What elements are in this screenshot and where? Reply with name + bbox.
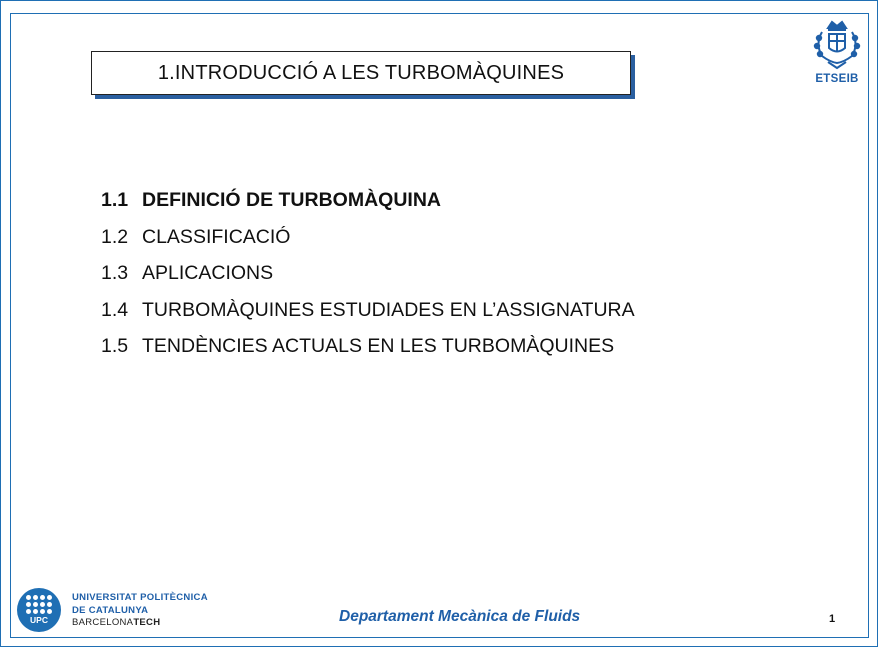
- toc-item: [101, 295, 635, 332]
- toc-item-number: 1.3: [101, 262, 129, 285]
- table-of-contents: [101, 185, 635, 368]
- upc-logo-icon: [17, 588, 61, 632]
- toc-item: [101, 185, 635, 222]
- university-name-line3: [72, 617, 208, 630]
- page-number: 1: [829, 613, 836, 625]
- toc-item-label: TENDÈNCIES ACTUALS EN LES TURBOMÀQUINES: [142, 335, 615, 358]
- toc-item: [101, 222, 635, 259]
- toc-item-label: TURBOMÀQUINES ESTUDIADES EN L’ASSIGNATURA: [142, 298, 635, 321]
- slide-title: 1.INTRODUCCIÓ A LES TURBOMÀQUINES: [157, 61, 565, 84]
- university-name: [72, 592, 208, 630]
- etseib-logo: [808, 18, 866, 88]
- university-name-line2: DE CATALUNYA: [72, 604, 149, 616]
- toc-item-number: 1.4: [101, 298, 129, 321]
- slide-title-box: [91, 51, 631, 95]
- toc-item-number: 1.1: [101, 189, 129, 211]
- university-city: BARCELONA: [72, 617, 134, 628]
- toc-item-number: 1.2: [101, 225, 129, 248]
- etseib-crest-icon: [808, 18, 866, 73]
- etseib-label: ETSEIB: [815, 73, 859, 85]
- university-tech: TECH: [133, 617, 161, 628]
- toc-item-label: CLASSIFICACIÓ: [142, 225, 291, 248]
- department-name: Departament Mecànica de Fluids: [339, 608, 581, 625]
- upc-abbreviation: UPC: [30, 615, 48, 625]
- university-name-line1: UNIVERSITAT POLITÈCNICA: [72, 592, 208, 603]
- toc-item: [101, 258, 635, 295]
- toc-item: [101, 331, 635, 368]
- toc-item-label: DEFINICIÓ DE TURBOMÀQUINA: [142, 189, 441, 211]
- upc-dots: [26, 595, 52, 615]
- toc-item-label: APLICACIONS: [142, 262, 274, 285]
- toc-item-number: 1.5: [101, 335, 129, 358]
